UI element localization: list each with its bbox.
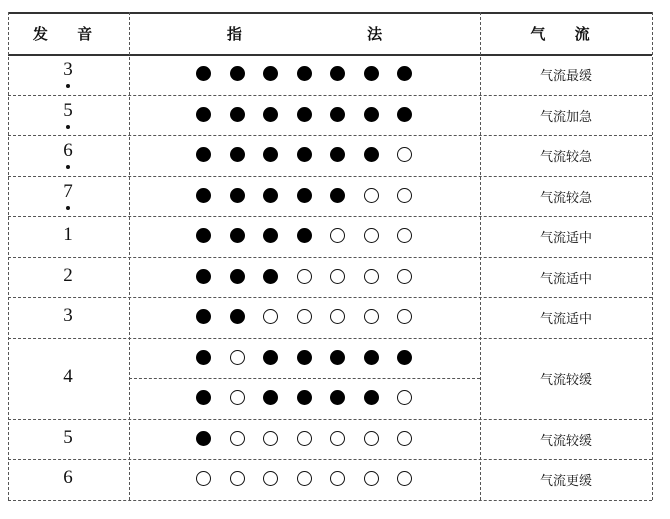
closed-hole-icon <box>297 390 312 405</box>
low-octave-dot <box>66 125 70 129</box>
row-divider <box>8 95 652 96</box>
pitch-note: 4 <box>63 366 73 387</box>
pitch-note: 5 <box>48 100 88 122</box>
row-divider <box>8 500 652 501</box>
closed-hole-icon <box>230 147 245 162</box>
open-hole-icon <box>397 228 412 243</box>
closed-hole-icon <box>196 147 211 162</box>
closed-hole-icon <box>263 188 278 203</box>
closed-hole-icon <box>263 107 278 122</box>
open-hole-icon <box>364 431 379 446</box>
open-hole-icon <box>397 309 412 324</box>
closed-hole-icon <box>330 107 345 122</box>
open-hole-icon <box>230 390 245 405</box>
closed-hole-icon <box>196 309 211 324</box>
airflow-label: 气流适中 <box>539 271 592 287</box>
open-hole-icon <box>364 269 379 284</box>
pitch-note: 6 <box>48 140 88 162</box>
fingering-chart-table <box>8 12 652 500</box>
open-hole-icon <box>330 228 345 243</box>
closed-hole-icon <box>297 66 312 81</box>
airflow-label: 气流适中 <box>539 312 592 328</box>
open-hole-icon <box>397 188 412 203</box>
pitch-note: 1 <box>63 224 73 246</box>
closed-hole-icon <box>263 66 278 81</box>
open-hole-icon <box>397 431 412 446</box>
closed-hole-icon <box>230 228 245 243</box>
open-hole-icon <box>364 309 379 324</box>
column-divider <box>652 12 653 500</box>
closed-hole-icon <box>196 269 211 284</box>
closed-hole-icon <box>330 390 345 405</box>
row-divider <box>8 338 652 339</box>
closed-hole-icon <box>364 390 379 405</box>
closed-hole-icon <box>330 188 345 203</box>
open-hole-icon <box>364 228 379 243</box>
closed-hole-icon <box>330 350 345 365</box>
low-octave-dot <box>66 206 70 210</box>
pitch-note: 3 <box>63 305 73 327</box>
closed-hole-icon <box>297 107 312 122</box>
airflow-label: 气流较缓 <box>539 373 592 388</box>
closed-hole-icon <box>263 269 278 284</box>
closed-hole-icon <box>364 107 379 122</box>
airflow-label: 气流适中 <box>539 231 592 247</box>
closed-hole-icon <box>196 390 211 405</box>
open-hole-icon <box>230 350 245 365</box>
closed-hole-icon <box>330 147 345 162</box>
open-hole-icon <box>330 309 345 324</box>
closed-hole-icon <box>263 228 278 243</box>
column-divider <box>480 12 481 500</box>
closed-hole-icon <box>230 188 245 203</box>
pitch-note: 5 <box>63 426 73 448</box>
column-divider <box>129 12 130 500</box>
open-hole-icon <box>263 431 278 446</box>
closed-hole-icon <box>196 188 211 203</box>
open-hole-icon <box>230 431 245 446</box>
closed-hole-icon <box>397 107 412 122</box>
open-hole-icon <box>297 471 312 486</box>
airflow-label: 气流更缓 <box>539 474 592 490</box>
open-hole-icon <box>330 471 345 486</box>
row-divider <box>8 459 652 460</box>
row-divider <box>8 257 652 258</box>
closed-hole-icon <box>196 228 211 243</box>
open-hole-icon <box>263 309 278 324</box>
closed-hole-icon <box>263 350 278 365</box>
row-divider <box>8 54 652 56</box>
pitch-note: 3 <box>48 59 88 81</box>
open-hole-icon <box>364 471 379 486</box>
closed-hole-icon <box>364 147 379 162</box>
closed-hole-icon <box>230 309 245 324</box>
closed-hole-icon <box>230 107 245 122</box>
open-hole-icon <box>297 309 312 324</box>
closed-hole-icon <box>364 66 379 81</box>
open-hole-icon <box>330 431 345 446</box>
closed-hole-icon <box>263 147 278 162</box>
open-hole-icon <box>230 471 245 486</box>
closed-hole-icon <box>397 350 412 365</box>
closed-hole-icon <box>364 350 379 365</box>
open-hole-icon <box>397 471 412 486</box>
closed-hole-icon <box>297 350 312 365</box>
closed-hole-icon <box>297 147 312 162</box>
closed-hole-icon <box>230 269 245 284</box>
low-octave-dot <box>66 84 70 88</box>
airflow-label: 气流最缓 <box>539 69 592 85</box>
closed-hole-icon <box>196 107 211 122</box>
open-hole-icon <box>364 188 379 203</box>
closed-hole-icon <box>196 66 211 81</box>
row-divider <box>8 419 652 420</box>
open-hole-icon <box>397 147 412 162</box>
pitch-note: 2 <box>63 264 73 286</box>
pitch-header: 发 音 <box>32 24 105 43</box>
airflow-label: 气流较急 <box>539 150 592 166</box>
fingering-header: 指 法 <box>226 24 443 43</box>
closed-hole-icon <box>330 66 345 81</box>
row-divider <box>8 216 652 217</box>
closed-hole-icon <box>196 431 211 446</box>
low-octave-dot <box>66 165 70 169</box>
airflow-label: 气流较缓 <box>539 433 592 449</box>
open-hole-icon <box>196 471 211 486</box>
pitch-note: 6 <box>63 467 73 489</box>
open-hole-icon <box>297 431 312 446</box>
open-hole-icon <box>330 269 345 284</box>
airflow-header: 气 流 <box>530 24 602 43</box>
closed-hole-icon <box>230 66 245 81</box>
column-divider <box>8 12 9 500</box>
airflow-label: 气流加急 <box>539 109 592 125</box>
open-hole-icon <box>263 471 278 486</box>
row-divider <box>8 176 652 177</box>
airflow-label: 气流较急 <box>539 190 592 206</box>
closed-hole-icon <box>196 350 211 365</box>
open-hole-icon <box>297 269 312 284</box>
table-top-border <box>8 12 652 14</box>
open-hole-icon <box>397 390 412 405</box>
open-hole-icon <box>397 269 412 284</box>
row-divider <box>8 297 652 298</box>
closed-hole-icon <box>297 188 312 203</box>
pitch-note: 7 <box>48 181 88 203</box>
closed-hole-icon <box>397 66 412 81</box>
alt-fingering-divider <box>129 378 480 379</box>
closed-hole-icon <box>263 390 278 405</box>
closed-hole-icon <box>297 228 312 243</box>
row-divider <box>8 135 652 136</box>
